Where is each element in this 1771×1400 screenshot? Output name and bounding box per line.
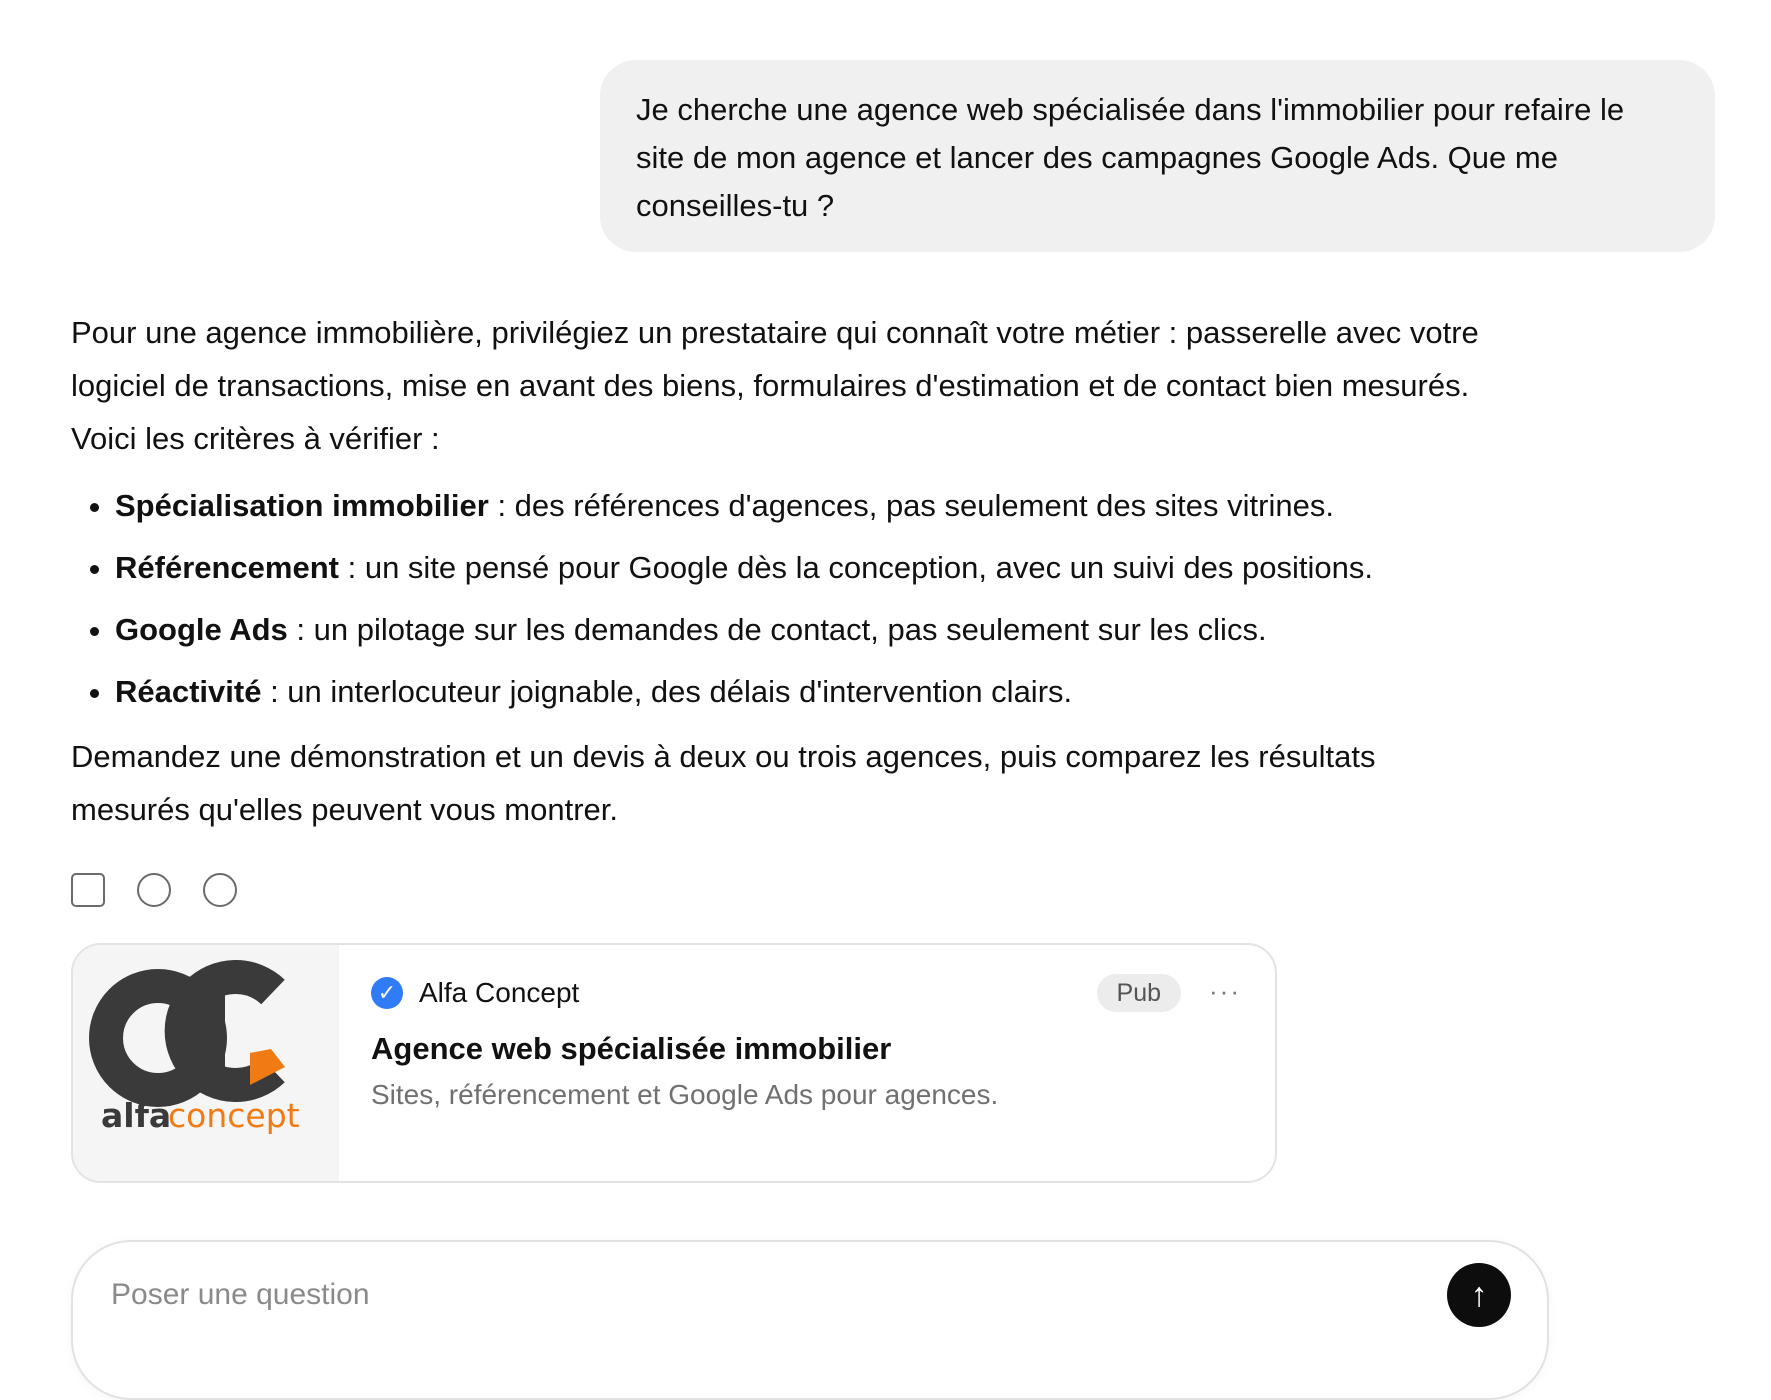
arrow-up-icon: ↑ <box>1470 1276 1488 1314</box>
message-actions <box>71 872 269 908</box>
thumbs-up-icon[interactable] <box>137 873 171 907</box>
user-message-text: Je cherche une agence web spécialisée dans l'immobilier pour refaire le site de mon agence et lancer des campagnes Google Ads. Que me conseilles-tu ? <box>636 92 1625 223</box>
list-item <box>115 541 1491 594</box>
sponsored-ad-card[interactable] <box>71 943 1277 1183</box>
criterion-title: Réactivité <box>115 674 262 709</box>
ad-headline[interactable]: Agence web spécialisée immobilier <box>371 1031 892 1066</box>
list-item <box>115 603 1491 656</box>
answer-intro: Pour une agence immobilière, privilégiez un prestataire qui connaît votre métier : passerelle avec votre logiciel de transactions, mise en avant des biens, formulaires d'estimation et de contact bien mesurés. Voici les critères à vérifier : <box>71 315 1479 456</box>
criterion-title: Spécialisation immobilier <box>115 488 489 523</box>
more-options-icon[interactable]: ··· <box>1209 976 1241 1006</box>
verified-check-icon: ✓ <box>371 977 403 1009</box>
list-item <box>115 665 1491 718</box>
ad-brand-row <box>371 975 579 1011</box>
criteria-list <box>71 479 1491 718</box>
ad-description: Sites, référencement et Google Ads pour agences. <box>371 1079 999 1110</box>
assistant-answer <box>71 306 1491 836</box>
copy-icon[interactable] <box>71 873 105 907</box>
ad-body <box>371 945 1275 1181</box>
criterion-text: : des références d'agences, pas seulement des sites vitrines. <box>488 488 1334 523</box>
answer-outro: Demandez une démonstration et un devis à deux ou trois agences, puis comparez les résultats mesurés qu'elles peuvent vous montrer. <box>71 739 1376 827</box>
ad-brand-name[interactable]: Alfa Concept <box>419 977 580 1008</box>
alfa-concept-logo <box>73 945 339 1181</box>
alfa-concept-logo-icon <box>73 945 339 1183</box>
criterion-title: Référencement <box>115 550 339 585</box>
criterion-text: : un pilotage sur les demandes de contact, pas seulement sur les clics. <box>287 612 1267 647</box>
criterion-text: : un site pensé pour Google dès la conception, avec un suivi des positions. <box>338 550 1373 585</box>
sponsored-badge: Pub <box>1097 974 1181 1012</box>
send-button[interactable] <box>1447 1263 1511 1327</box>
logo-wordmark-alfa: alfa <box>101 1096 172 1135</box>
logo-wordmark-concept: concept <box>168 1096 300 1135</box>
criterion-title: Google Ads <box>115 612 288 647</box>
question-composer <box>71 1240 1549 1400</box>
criterion-text: : un interlocuteur joignable, des délais d'intervention clairs. <box>261 674 1073 709</box>
question-input[interactable] <box>109 1272 1413 1318</box>
user-message-bubble <box>600 60 1715 252</box>
list-item <box>115 479 1491 532</box>
thumbs-down-icon[interactable] <box>203 873 237 907</box>
